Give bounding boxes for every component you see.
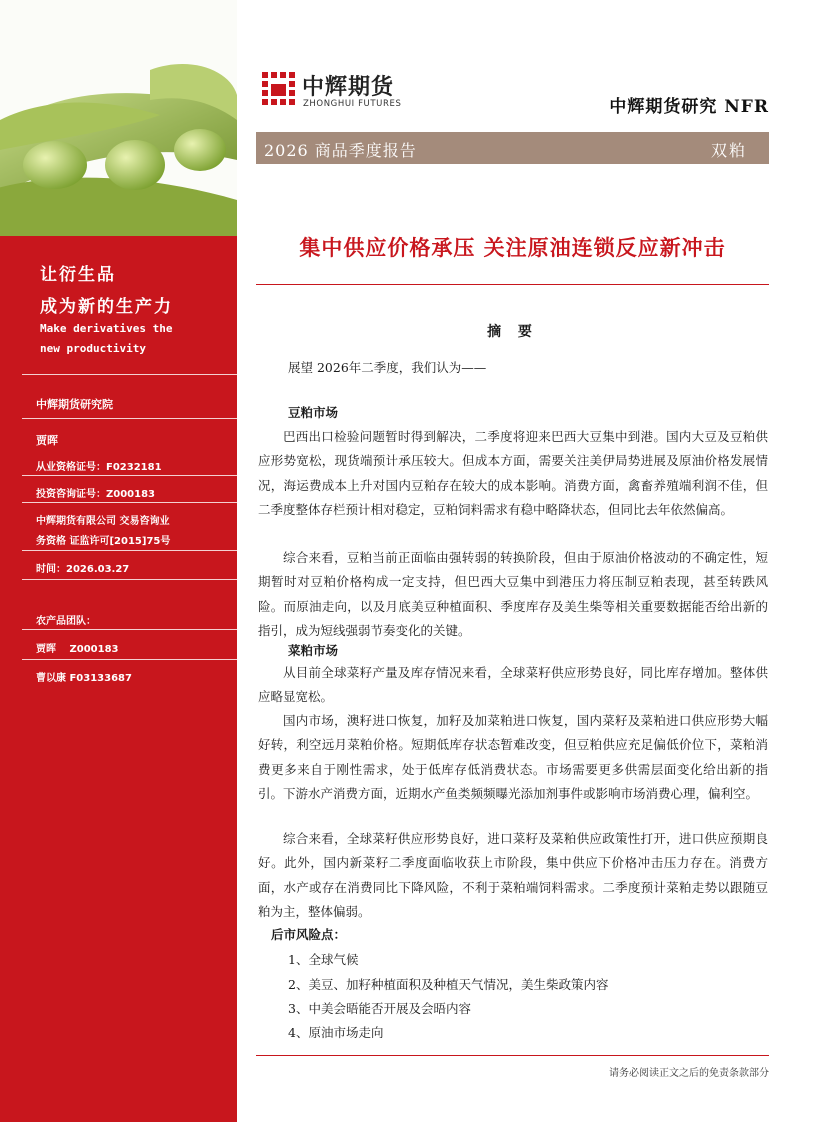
sidebar-divider bbox=[22, 475, 237, 476]
page-title: 集中供应价格承压 关注原油连锁反应新冲击 bbox=[299, 235, 726, 260]
risk-heading: 后市风险点： bbox=[271, 927, 347, 942]
sidebar-slogan bbox=[0, 236, 237, 372]
risk-item: 2、美豆、加籽种植面积及种植天气情况，美生柴政策内容 bbox=[288, 977, 609, 992]
report-category: 双粕 bbox=[710, 141, 747, 160]
sidebar-divider bbox=[22, 629, 237, 630]
slogan-en-line2: new productivity bbox=[40, 342, 146, 355]
soy-paragraph-1: 巴西出口检验问题暂时得到解决，二季度将迎来巴西大豆集中到港。国内大豆及豆粕供应形势宽松，现货端预计承压较大。但成本方面，需要关注美伊局势进展及原油价格发展情况，海运费成本上升对国内豆粕存在较大的成本影响。消费方面，禽畜养殖端利润不佳，但二季度整体存栏预计相对稳定，豆粕饲料需求有稳中略降状态，但同比去年依然偏高。 bbox=[258, 429, 768, 517]
disclaimer-note: 请务必阅读正文之后的免责条款部分 bbox=[609, 1068, 769, 1079]
slogan-en-line1: Make derivatives the bbox=[40, 322, 173, 335]
cover-photo-soybeans bbox=[0, 0, 237, 236]
logo-cn-text: 中辉期货 bbox=[302, 75, 395, 100]
sidebar-divider bbox=[22, 374, 237, 375]
report-type: 2026 商品季度报告 bbox=[264, 141, 417, 160]
soy-paragraph-2: 综合来看，豆粕当前正面临由强转弱的转换阶段，但由于原油价格波动的不确定性，短期暂时对豆粕价格构成一定支持，但巴西大豆集中到港压力将压制豆粕表现，甚至转跌风险。而原油走向，以及月底美豆种植面积、季度库存及美生柴等相关重要数据能否给出新的指引，成为短线强弱节奏变化的关键。 bbox=[258, 550, 768, 638]
sidebar-divider bbox=[22, 550, 237, 551]
footer-divider bbox=[256, 1055, 769, 1056]
logo-en-text: ZHONGHUI FUTURES bbox=[303, 99, 402, 109]
soybean-illustration bbox=[0, 0, 237, 236]
risk-item: 1、全球气候 bbox=[288, 952, 359, 967]
intro-text: 展望 2026年二季度，我们认为—— bbox=[288, 360, 487, 375]
sidebar-consult: 投资咨询证号：Z000183 bbox=[36, 489, 155, 500]
sidebar-team-member: 贾晖 Z000183 bbox=[36, 644, 119, 655]
sidebar-info bbox=[0, 372, 237, 1122]
report-type-bar bbox=[256, 132, 769, 164]
sidebar-divider bbox=[22, 579, 237, 580]
sidebar-team-member: 曹以康 F03133687 bbox=[36, 673, 132, 684]
rapeseed-paragraph-1: 从目前全球菜籽产量及库存情况来看，全球菜籽供应形势良好，同比库存增加。整体供应略显宽松。 bbox=[258, 665, 768, 705]
soy-section-heading: 豆粕市场 bbox=[288, 405, 339, 420]
rapeseed-paragraph-2: 国内市场，澳籽进口恢复，加籽及加菜粕进口恢复，国内菜籽及菜粕进口供应形势大幅好转，利空远月菜粕价格。短期低库存状态暂难改变，但豆粕供应充足偏低价位下，菜粕消费更多来自于刚性需求，处于低库存低消费状态。市场需要更多供需层面变化给出新的指引。下游水产消费方面，近期水产鱼类频频曝光添加剂事件或影响市场消费心理，偏利空。 bbox=[258, 713, 768, 801]
sidebar-team-title: 农产品团队： bbox=[36, 616, 96, 627]
sidebar-qualification: 从业资格证号：F0232181 bbox=[36, 462, 162, 473]
sidebar-company-line1: 中辉期货有限公司 交易咨询业 bbox=[36, 516, 170, 527]
title-divider bbox=[256, 284, 769, 285]
risk-item: 4、原油市场走向 bbox=[288, 1025, 384, 1040]
slogan-cn-line2: 成为新的生产力 bbox=[40, 297, 173, 317]
rapeseed-paragraph-3: 综合来看，全球菜籽供应形势良好，进口菜籽及菜粕供应政策性打开，进口供应预期良好。此外，国内新菜籽二季度面临收获上市阶段，集中供应下价格冲击压力存在。消费方面，水产或存在消费同比下降风险，不利于菜粕端饲料需求。二季度预计菜粕走势以跟随豆粕为主，整体偏弱。 bbox=[258, 831, 768, 919]
sidebar-divider bbox=[22, 418, 237, 419]
sidebar-company-line2: 务资格 证监许可[2015]75号 bbox=[36, 536, 171, 547]
sidebar-analyst: 贾晖 bbox=[36, 434, 58, 447]
logo-mark-icon bbox=[262, 72, 296, 108]
sidebar-divider bbox=[22, 659, 237, 660]
abstract-heading: 摘 要 bbox=[487, 324, 538, 340]
slogan-cn-line1: 让衍生品 bbox=[40, 265, 116, 285]
sidebar-institute: 中辉期货研究院 bbox=[36, 398, 113, 411]
sidebar-date: 时间：2026.03.27 bbox=[36, 564, 130, 575]
brand-research-label: 中辉期货研究 NFR bbox=[609, 97, 769, 117]
risk-item: 3、中美会晤能否开展及会晤内容 bbox=[288, 1001, 471, 1016]
rapeseed-section-heading: 菜粕市场 bbox=[288, 643, 339, 658]
sidebar-divider bbox=[22, 502, 237, 503]
company-logo bbox=[262, 70, 437, 114]
